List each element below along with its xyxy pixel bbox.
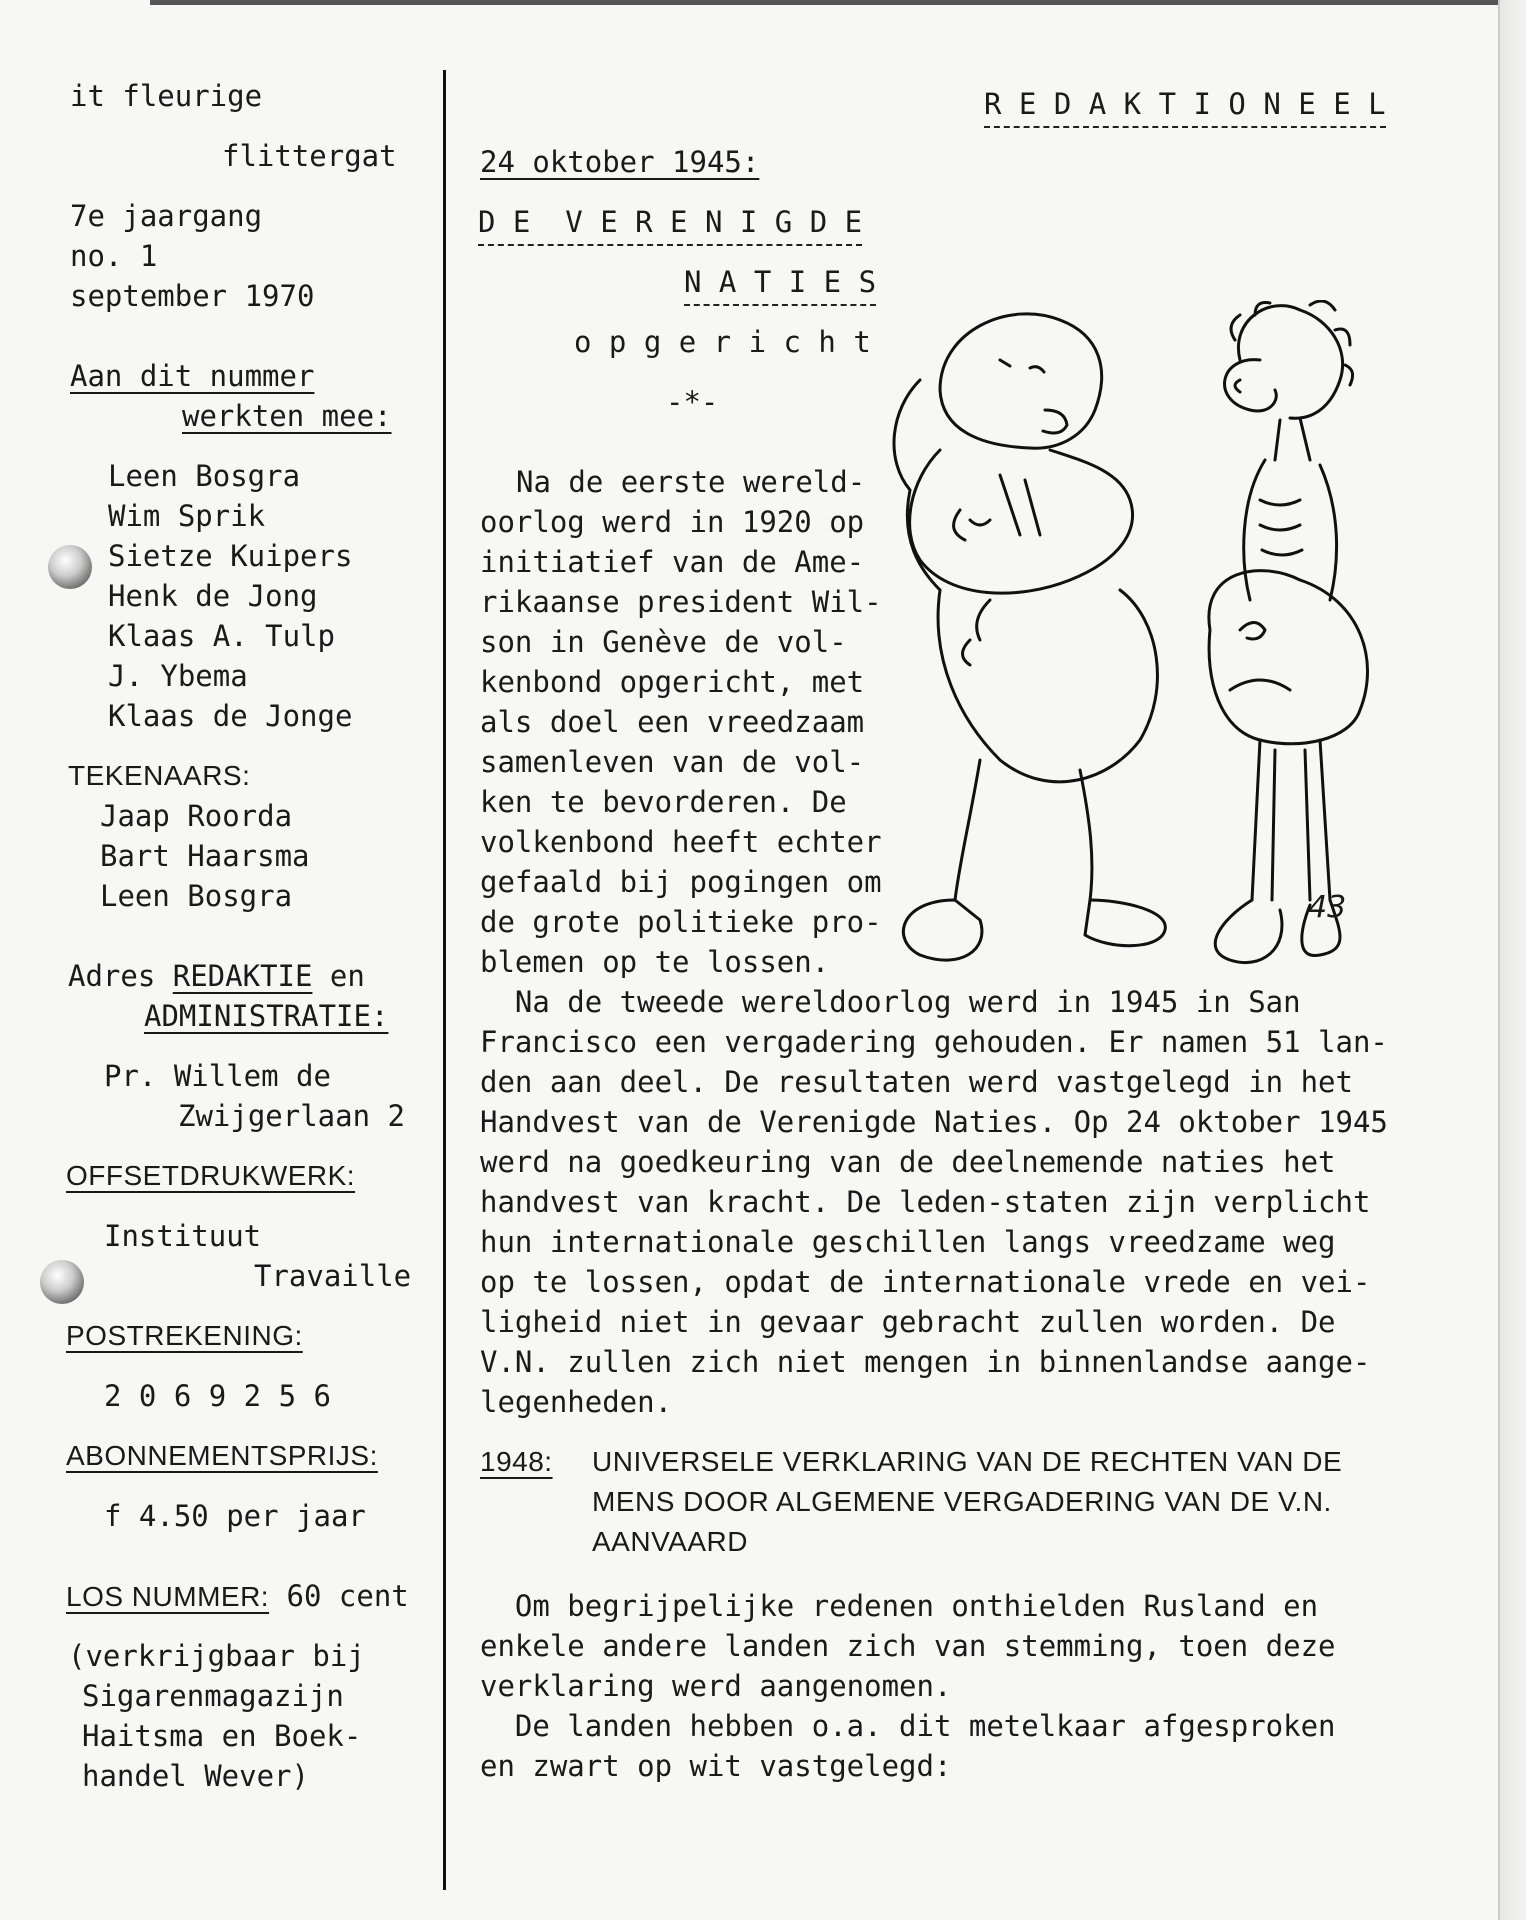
paragraph-line: ligheid niet in gevaar gebracht zullen worden. De	[480, 1305, 1336, 1339]
paragraph-line: Na de tweede wereldoorlog werd in 1945 in San	[480, 985, 1301, 1019]
declaration-line: UNIVERSELE VERKLARING VAN DE RECHTEN VAN DE	[592, 1446, 1343, 1477]
contributor: Sietze Kuipers	[108, 539, 353, 573]
issue-date: september 1970	[70, 279, 315, 313]
address-conjunction: en	[312, 959, 365, 993]
printing-heading: OFFSETDRUKWERK:	[66, 1160, 356, 1191]
paragraph-line: en zwart op wit vastgelegd:	[480, 1749, 952, 1783]
address-line1: Pr. Willem de	[104, 1059, 331, 1093]
page-top-edge	[150, 0, 1510, 5]
paragraph-line: Francisco een vergadering gehouden. Er namen 51 lan-	[480, 1025, 1388, 1059]
paragraph-line: gefaald bij pogingen om	[480, 865, 882, 899]
paragraph-line: enkele andere landen zich van stemming, toen deze	[480, 1629, 1336, 1663]
paragraph-line: son in Genève de vol-	[480, 625, 847, 659]
separator: -*-	[666, 385, 719, 419]
paragraph-line: de grote politieke pro-	[480, 905, 882, 939]
contributors-heading-line2: werkten mee:	[182, 399, 392, 433]
paragraph-line: kenbond opgericht, met	[480, 665, 865, 699]
address-line2: Zwijgerlaan 2	[178, 1099, 405, 1133]
address-label: Adres	[68, 959, 173, 993]
page-right-edge	[1498, 0, 1526, 1920]
paragraph-line: als doel een vreedzaam	[480, 705, 865, 739]
headline-line1: D E V E R E N I G D E	[478, 202, 862, 246]
volume: 7e jaargang	[70, 199, 263, 233]
paragraph-line: verklaring werd aangenomen.	[480, 1669, 952, 1703]
illustrator: Bart Haarsma	[100, 839, 310, 873]
printing-line1: Instituut	[104, 1219, 262, 1253]
cartoon-signature: 43	[1308, 890, 1347, 925]
declaration-line: MENS DOOR ALGEMENE VERGADERING VAN DE V.N.	[592, 1486, 1332, 1517]
paragraph-line: Na de eerste wereld-	[516, 465, 866, 499]
paragraph-line: den aan deel. De resultaten werd vastgelegd in het	[480, 1065, 1353, 1099]
paragraph-line: rikaanse president Wil-	[480, 585, 882, 619]
single-issue-price: 60 cent	[269, 1579, 409, 1613]
paragraph-line: initiatief van de Ame-	[480, 545, 865, 579]
paragraph-line: hun internationale geschillen langs vreedzame weg	[480, 1225, 1336, 1259]
punch-hole-icon	[40, 1260, 84, 1304]
paragraph-line: De landen hebben o.a. dit metelkaar afgesproken	[480, 1709, 1336, 1743]
paragraph-line: volkenbond heeft echter	[480, 825, 882, 859]
paragraph-line: werd na goedkeuring van de deelnemende naties het	[480, 1145, 1336, 1179]
punch-hole-icon	[48, 545, 92, 589]
availability-line: Haitsma en Boek-	[82, 1719, 362, 1753]
paragraph-line: ken te bevorderen. De	[480, 785, 847, 819]
thin-man-figure	[1209, 301, 1368, 963]
headline-line2: N A T I E S	[684, 262, 876, 306]
magazine-title-line1: it fleurige	[70, 79, 263, 113]
paragraph-line: oorlog werd in 1920 op	[480, 505, 865, 539]
year-1948: 1948:	[480, 1446, 553, 1477]
cartoon-illustration	[880, 300, 1390, 990]
redaktie-label: REDAKTIE	[172, 959, 313, 993]
printing-line2: Travaille	[254, 1259, 412, 1293]
contributor: Henk de Jong	[108, 579, 318, 613]
illustrators-heading: TEKENAARS:	[68, 760, 251, 791]
contributor: J. Ybema	[108, 659, 248, 693]
contributor: Klaas A. Tulp	[108, 619, 335, 653]
declaration-line: AANVAARD	[592, 1526, 748, 1557]
paragraph-line: samenleven van de vol-	[480, 745, 865, 779]
paragraph-line: legenheden.	[480, 1385, 673, 1419]
headline-line3: o p g e r i c h t	[574, 325, 871, 359]
paragraph-line: Om begrijpelijke redenen onthielden Rusland en	[480, 1589, 1319, 1623]
paragraph-line: V.N. zullen zich niet mengen in binnenlandse aange-	[480, 1345, 1371, 1379]
illustrator: Leen Bosgra	[100, 879, 293, 913]
single-issue-line	[66, 1576, 409, 1617]
magazine-title-line2: flittergat	[222, 139, 397, 173]
paragraph-line: blemen op te lossen.	[480, 945, 830, 979]
availability-line: (verkrijgbaar bij	[68, 1639, 365, 1673]
paragraph-line: Handvest van de Verenigde Naties. Op 24 oktober 1945	[480, 1105, 1388, 1139]
subscription-heading: ABONNEMENTSPRIJS:	[66, 1440, 378, 1471]
illustrator: Jaap Roorda	[100, 799, 293, 833]
column-divider	[443, 70, 446, 1890]
date-heading: 24 oktober 1945:	[480, 145, 760, 179]
contributor: Leen Bosgra	[108, 459, 301, 493]
paragraph-line: handvest van kracht. De leden-staten zijn verplicht	[480, 1185, 1371, 1219]
paragraph-line: op te lossen, opdat de internationale vrede en vei-	[480, 1265, 1371, 1299]
fat-man-figure	[894, 314, 1165, 960]
availability-line: handel Wever)	[82, 1759, 309, 1793]
availability-line: Sigarenmagazijn	[82, 1679, 344, 1713]
contributor: Wim Sprik	[108, 499, 266, 533]
address-heading-line2: ADMINISTRATIE:	[144, 999, 389, 1033]
single-issue-label: LOS NUMMER:	[66, 1581, 270, 1612]
contributor: Klaas de Jonge	[108, 699, 353, 733]
section-title: R E D A K T I O N E E L	[984, 84, 1386, 128]
giro-number: 2 0 6 9 2 5 6	[104, 1379, 331, 1413]
giro-heading: POSTREKENING:	[66, 1320, 303, 1351]
address-heading-line1	[68, 956, 365, 996]
contributors-heading-line1: Aan dit nummer	[70, 359, 315, 393]
subscription-price: f 4.50 per jaar	[104, 1499, 366, 1533]
issue-number: no. 1	[70, 239, 158, 273]
